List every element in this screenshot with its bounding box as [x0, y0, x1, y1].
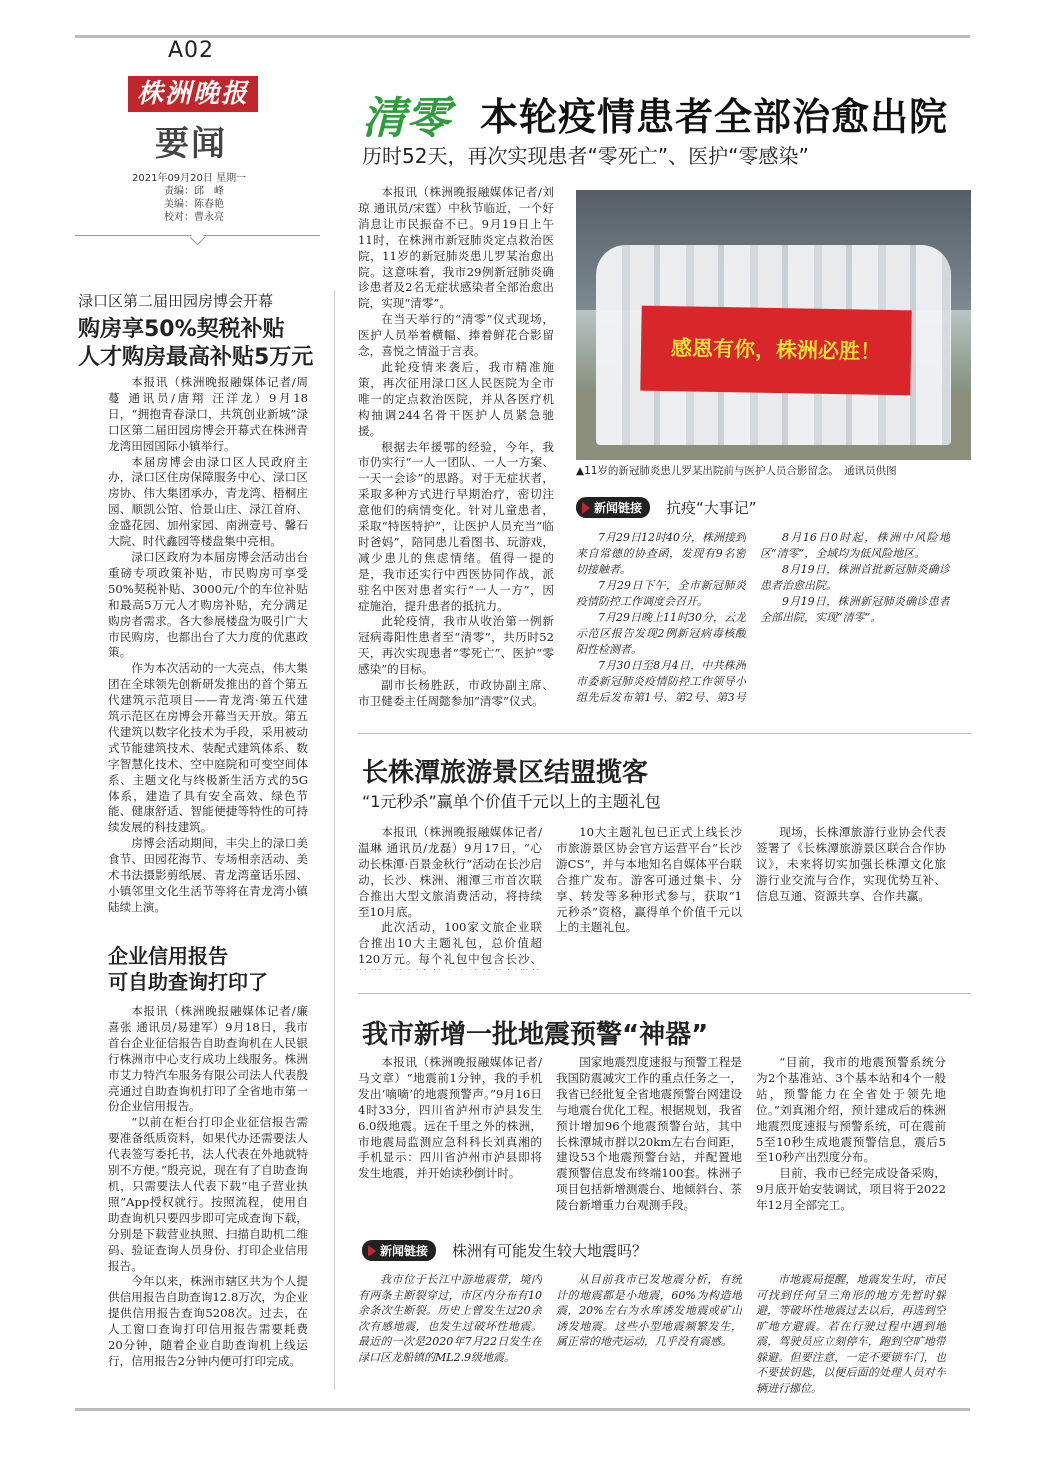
timeline-item: 7月30日至8月4日，中共株洲市委新冠肺炎疫情防控工作领导小组先后发布第1号、第2号、第3号: [576, 659, 746, 704]
lower-story-paragraph: 本报讯（株洲晚报融媒体记者/马文章）“地震前1分钟，我的手机发出‘嘀嘀’的地震预警声。”9月16日4时33分，四川省泸州市泸县发生6.0级地震。远在千里之外的株洲，市地震局监测应急科科长刘真湘的手机显示：四川省泸州市泸县即将发生地震，并开始读秒倒计时。: [358, 1055, 542, 1181]
left-story-1-paragraph: 本届房博会由渌口区人民政府主办，渌口区住房保障服务中心、渌口区房协、伟大集团承办，青龙湾、梧桐庄园、顺凯公馆、恰景山庄、渌江首府、金盛花园、加州家园、南洲壹号、馨石大院、时代鑫园等楼盘集中亮相。: [108, 454, 308, 549]
lead-body: [358, 185, 554, 715]
news-link-2-title: 株洲有可能发生较大地震吗？: [452, 1242, 648, 1260]
left-story-2-body: [108, 1004, 308, 1394]
news-link-1-col-b: [760, 530, 950, 705]
page-number: A02: [168, 38, 215, 63]
photo-caption: ▲11岁的新冠肺炎患儿罗某出院前与医护人员合影留念。 通讯员供图: [576, 465, 897, 477]
editor-credit: 责编：邱 峰: [164, 186, 224, 197]
lead-paragraph: 本报讯（株洲晚报融媒体记者/刘琼 通讯员/宋霆）中秋节临近，一个好消息让市民振奋不已。9月19日上午11时，在株洲市新冠肺炎定点救治医院，11岁的新冠肺炎患儿罗某治愈出院。这意味着，我市29例新冠肺炎确诊患者及2名无症状感染者全部治愈出院，实现“清零”。: [358, 185, 554, 311]
news-link-2-paragraph: 从目前我市已发地震分析，有统计的地震都是小地震，60%为构造地震，20%左右为水库诱发地震或矿山诱发地震。这些小型地震频繁发生，属正常的地壳运动，几乎没有震感。: [556, 1273, 742, 1348]
news-link-2-header: [362, 1240, 647, 1261]
timeline-item: 7月29日晚上11时30分，云龙示范区报告发现2例新冠病毒核酸阳性检测者。: [576, 611, 746, 656]
middle-story-col-2: [556, 825, 742, 970]
middle-story-paragraph: 本报讯（株洲晚报融媒体记者/温琳 通讯员/龙磊）9月17日，“心动长株潭·百景金秋行”活动在长沙启动，长沙、株洲、湘潭三市首次联合推出大型文旅消费活动，将持续至10月底。: [358, 825, 542, 919]
lower-story-col-3: [756, 1055, 946, 1235]
lead-headline: 本轮疫情患者全部治愈出院: [480, 95, 949, 139]
section-separator: [358, 993, 971, 994]
lead-paragraph: 此轮疫情来袭后，我市精准施策，再次征用渌口区人民医院为全市唯一的定点救治医院，并从各医疗机构抽调244名骨干医护人员紧急驰援。: [358, 359, 554, 438]
lead-paragraph: 根据去年援鄂的经验，今年，我市仍实行“一人一团队、一人一方案、一天一会诊”的思路。对于无症状者，采取多种方式进行早期治疗，密切注意他们的病情变化。针对儿童患者，采取“特医特护”，让医护人员充当“临时爸妈”，陪同患儿看图书、玩游戏，减少患儿的焦虑情绪。值得一提的是，我市还实行中西医协同作战，派驻名中医对患者实行“一人一方”，因症施治，提升患者的抵抗力。: [358, 439, 554, 613]
lower-story-col-2: [556, 1055, 742, 1235]
timeline-item: 8月16日0时起，株洲中风险地区“清零”，全域均为低风险地区。: [760, 531, 950, 560]
timeline-item: 7月29日下午，全市新冠肺炎疫情防控工作调度会召开。: [576, 579, 746, 608]
left-story-1-headline-2: 人才购房最高补贴5万元: [78, 345, 314, 370]
middle-story-paragraph: 现场，长株潭旅游行业协会代表签署了《长株潭旅游景区联合合作协议》，未来将切实加强长株潭文化旅游行业交流与合作，实现优势互补、信息互通、资源共享、合作共赢。: [756, 825, 946, 903]
photo-banner: 感恩有你，株洲必胜！: [640, 306, 911, 396]
left-story-2-paragraph: “以前在柜台打印企业征信报告需要准备纸质资料，如果代办还需要法人代表签写委托书，法人代表在外地就特别不方便。”殷亮说，现在有了自助查询机，只需要法人代表下载“电子营业执照”App授权就行。按照流程，使用自助查询机只要四步即可完成查询下载，分别是下载营业执照、扫描自助机二维码、验证查询人员身份、打印企业信用报告。: [108, 1115, 308, 1273]
left-story-1-paragraph: 本报讯（株洲晚报融媒体记者/周蔓 通讯员/唐翔 汪洋龙）9月18日，“拥抱青春渌口，共筑创业新城”渌口区第二届田园房博会开幕式在株洲青龙湾田园国际小镇举行。: [108, 375, 308, 453]
left-story-2-headline-2: 可自助查询打印了: [108, 970, 268, 994]
timeline-item: 7月29日12时40分，株洲接到来自常德的协查函，发现有9名密切接触者。: [576, 531, 746, 576]
middle-story-subhead: “1元秒杀”赢单个价值千元以上的主题礼包: [362, 792, 661, 811]
left-story-1-paragraph: 渌口区政府为本届房博会活动出台重磅专项政策补贴，市民购房可享受50%契税补贴、3000元/个的车位补贴和最高5万元人才购房补贴，充分满足购房者需求。各大参展楼盘为吸引广大市民购房，也都出台了大力度的优惠政策。: [108, 549, 308, 660]
news-link-1-header: [576, 497, 757, 518]
left-story-2-paragraph: 今年以来，株洲市辖区共为个人提供信用报告自助查询12.8万次，为企业提供信用报告查询5208次。过去，在人工窗口查询打印信用报告需要耗费20分钟，随着企业自助查询机上线运行，信用报告2分钟内便可打印完成。: [108, 1274, 308, 1368]
news-link-1-title: 抗疫“大事记”: [666, 499, 757, 517]
news-link-2-col-3: [756, 1272, 946, 1397]
issue-date: 2021年09月20日 星期一: [132, 173, 247, 184]
news-link-badge: [576, 497, 650, 518]
middle-story-headline: 长株潭旅游景区结盟揽客: [362, 758, 649, 788]
paper-logo: 株洲晚报: [128, 76, 258, 112]
middle-story-paragraph: 10大主题礼包已正式上线长沙市旅游景区协会官方运营平台“长沙游CS”，并与本地知名自媒体平台联合推广发布。游客可通过集卡、分享、转发等多种形式参与，获取“1元秒杀”资格，赢得单个价值千元以上的主题礼包。: [556, 825, 742, 935]
left-story-2-paragraph: 本报讯（株洲晚报融媒体记者/廉喜张 通讯员/易建军）9月18日，我市首台企业征信报告自助查询机在人民银行株洲市中心支行成功上线服务。株洲市艾力特汽车服务有限公司法人代表殷亮通过自助查询机打印了全省地市第一份企业信用报告。: [108, 1004, 308, 1114]
lead-paragraph: 在当天举行的“清零”仪式现场，医护人员举着横幅、捧着鲜花合影留念，喜悦之情溢于言表。: [358, 312, 554, 359]
proofreader-credit: 校对：曹永亮: [164, 212, 224, 223]
section-separator: [358, 733, 971, 734]
news-link-2-paragraph: 我市位于长江中游地震带，境内有两条主断裂穿过，市区内分布有10余条次生断裂。历史上曾发生过20余次有感地震，也发生过破坏性地震。最近的一次是2020年7月22日发生在渌口区龙船镇的ML2.9级地震。: [358, 1273, 542, 1364]
triangle-icon: [368, 1245, 376, 1257]
masthead-info: [132, 172, 246, 224]
timeline-item: 9月19日，株洲新冠肺炎确诊患者全部出院，实现“清零”。: [760, 595, 950, 624]
lower-story-headline: 我市新增一批地震预警“神器”: [362, 1020, 709, 1050]
news-link-1-col-a: [576, 530, 746, 705]
news-link-2-paragraph: 市地震局提醒，地震发生时，市民可找到任何呈三角形的地方先暂时躲避，等破坏性地震过去以后，再选到空旷地方避震。若在行驶过程中遇到地震，驾驶员应立刻停车，跑到空旷地带躲避。但要注意，一定不要锁车门，也不要拔钥匙，以便后面的处理人员对车辆进行挪位。: [756, 1273, 946, 1395]
lead-subhead: 历时52天，再次实现患者“零死亡”、医护“零感染”: [362, 144, 809, 168]
lower-story-col-1: [358, 1055, 542, 1235]
lead-photo: [576, 190, 971, 460]
left-story-2-headline-1: 企业信用报告: [108, 944, 228, 968]
bottom-rule: [75, 1408, 970, 1411]
left-story-1-paragraph: 房博会活动期间，丰尖上的渌口美食节、田园花海节、专场相亲活动、美术书法摄影剪纸展、青龙湾童话乐园、小镇邻里文化生活节等将在青龙湾小镇陆续上演。: [108, 836, 308, 914]
lead-kicker: 清零: [362, 93, 450, 144]
timeline-item: 8月19日，株洲首批新冠肺炎确诊患者治愈出院。: [760, 563, 950, 592]
middle-story-col-3: [756, 825, 946, 970]
middle-story-paragraph: 此次活动，100家文旅企业联合推出10大主题礼包，总价值超120万元。每个礼包中包含长沙、: [358, 920, 542, 967]
designer-credit: 美编：陈春艳: [164, 199, 224, 210]
lower-story-paragraph: “目前，我市的地震预警系统分为2个基准站、3个基本站和4个一般站，预警能力在全省处于领先地位。”刘真湘介绍，预计建成后的株洲地震烈度速报与预警系统，可在震前5至10秒生成地震预警信息，震后5至10秒产出烈度分布。: [756, 1055, 946, 1165]
middle-story-col-1: [358, 825, 542, 970]
left-story-1-paragraph: 作为本次活动的一大亮点，伟大集团在全球领先创新研发推出的首个第五代建筑示范项目——青龙湾·第五代建筑示范区在房博会开幕当天开放。第五代建筑以数字化技术为手段，采用被动式节能建筑技术、装配式建筑体系、数字智慧化技术、空中庭院和可变空间体系、主题文化与终极新生活方式的5G体系，建造了具有安全高效、绿色节能、健康舒适、智能便捷等特性的可持续发展的科技建筑。: [108, 661, 308, 835]
masthead-chevron: [190, 230, 206, 246]
lower-story-paragraph: 国家地震烈度速报与预警工程是我国防震减灾工作的重点任务之一，我省已经批复全省地震预警台网建设与地震台优化工程。根据规划，我省预计增加96个地震预警台站，其中长株潭城市群以20km左右台间距，建设53个地震预警台站，并配置地震预警信息发布终端100套。株洲子项目包括新增测震台、地倾斜台、茶陵台新增重力台观测手段。: [556, 1055, 742, 1213]
lead-paragraph: 此轮疫情，我市从收治第一例新冠病毒阳性患者至“清零”，共历时52天，再次实现患者“零死亡”、医护“零感染”的目标。: [358, 614, 554, 677]
news-link-2-col-1: [358, 1272, 542, 1397]
left-story-1-kicker: 渌口区第二届田园房博会开幕: [78, 292, 274, 310]
lower-story-paragraph: 目前，我市已经完成设备采购，9月底开始安装调试，项目将于2022年12月全部完工。: [756, 1166, 946, 1213]
news-link-badge-label: 新闻链接: [594, 501, 643, 515]
news-link-badge-label: 新闻链接: [380, 1244, 429, 1258]
lead-paragraph: 副市长杨胜跃，市政协副主席、市卫健委主任周懿参加“清零”仪式。: [358, 678, 554, 708]
news-link-badge: [362, 1240, 436, 1261]
section-title: 要闻: [155, 124, 227, 164]
left-story-1-body: [108, 375, 308, 915]
news-link-2-col-2: [556, 1272, 742, 1397]
triangle-icon: [582, 502, 590, 514]
left-story-1-headline-1: 购房享50%契税补贴: [78, 317, 285, 342]
column-divider: [334, 290, 335, 1390]
